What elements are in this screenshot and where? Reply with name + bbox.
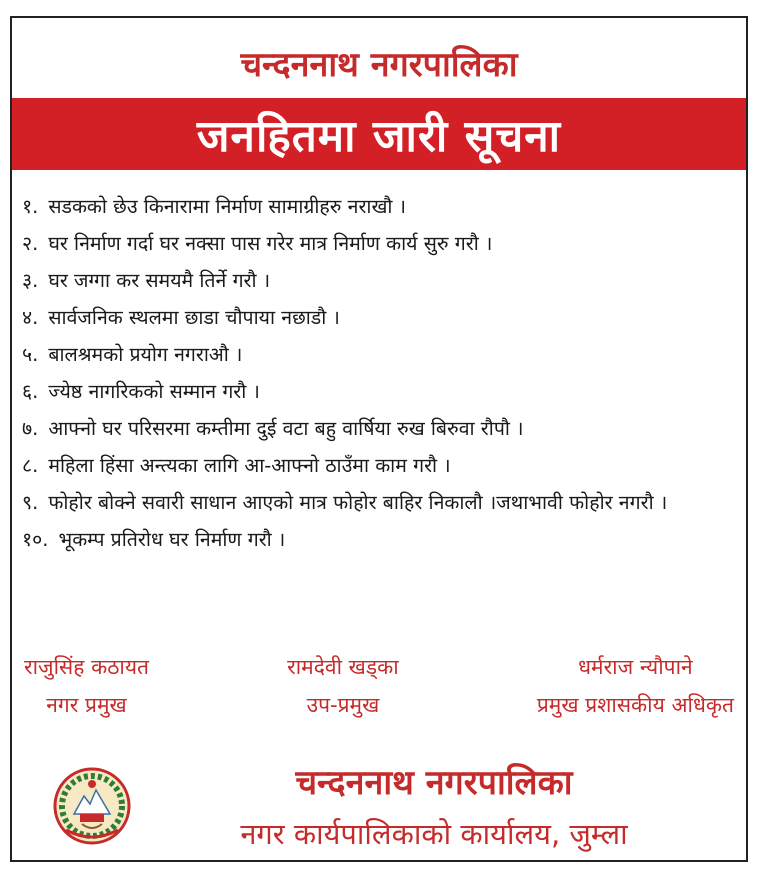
item-number: ८. (22, 454, 39, 477)
item-number: २. (22, 232, 39, 255)
item-text: ज्येष्ठ नागरिकको सम्मान गरौ । (48, 380, 260, 403)
item-number: १०. (22, 528, 49, 551)
item-number: ७. (22, 417, 39, 440)
list-item (22, 188, 742, 225)
item-text: सडकको छेउ किनारामा निर्माण सामाग्रीहरु नराखौ । (48, 195, 407, 218)
signatories (12, 648, 746, 724)
item-number: ६. (22, 380, 39, 403)
item-number: ५. (22, 343, 39, 366)
signatory-title: उप-प्रमुख (306, 693, 380, 717)
signatory-name: रामदेवी खड्का (287, 655, 399, 679)
signatory-mayor (24, 648, 149, 724)
signatory-title: नगर प्रमुख (46, 693, 127, 717)
signatory-name: धर्मराज न्यौपाने (578, 655, 693, 679)
list-item (22, 262, 742, 299)
item-number: १. (22, 195, 39, 218)
notice-list (22, 188, 742, 558)
signatory-name: राजुसिंह कठायत (24, 655, 149, 679)
org-title: चन्दननाथ नगरपालिका (240, 45, 518, 85)
list-item (22, 299, 742, 336)
item-number: ३. (22, 269, 39, 292)
item-text: सार्वजनिक स्थलमा छाडा चौपाया नछाडौ । (48, 306, 340, 329)
list-item (22, 484, 742, 521)
list-item (22, 373, 742, 410)
item-number: ९. (22, 491, 39, 514)
list-item (22, 336, 742, 373)
item-number: ४. (22, 306, 39, 329)
item-text: घर जग्गा कर समयमै तिर्ने गरौ । (48, 269, 271, 292)
notice-banner (12, 98, 746, 170)
signatory-cao (537, 648, 734, 724)
notice-title: जनहितमा जारी सूचना (196, 111, 562, 162)
signatory-deputy (287, 648, 399, 724)
nepal-emblem-icon (52, 766, 132, 846)
signatory-title: प्रमुख प्रशासकीय अधिकृत (536, 693, 734, 717)
notice-frame (10, 16, 748, 862)
item-text: फोहोर बोक्ने सवारी साधान आएको मात्र फोहोर बाहिर निकालौ ।जथाभावी फोहोर नगरौ । (48, 491, 668, 514)
list-item (22, 521, 742, 558)
item-text: भूकम्प प्रतिरोध घर निर्माण गरौ । (58, 528, 286, 551)
item-text: महिला हिंसा अन्त्यका लागि आ-आफ्नो ठाउँमा काम गरौ । (48, 454, 451, 477)
footer-office: नगर कार्यपालिकाको कार्यालय, जुम्ला (240, 817, 628, 851)
list-item (22, 225, 742, 262)
item-text: घर निर्माण गर्दा घर नक्सा पास गरेर मात्र निर्माण कार्य सुरु गरौ । (48, 232, 493, 255)
item-text: बालश्रमको प्रयोग नगराऔ । (48, 343, 243, 366)
list-item (22, 447, 742, 484)
item-text: आफ्नो घर परिसरमा कम्तीमा दुई वटा बहु वार्षिया रुख बिरुवा रौपौ । (48, 417, 524, 440)
footer-org-name: चन्दननाथ नगरपालिका (295, 763, 573, 803)
list-item (22, 410, 742, 447)
